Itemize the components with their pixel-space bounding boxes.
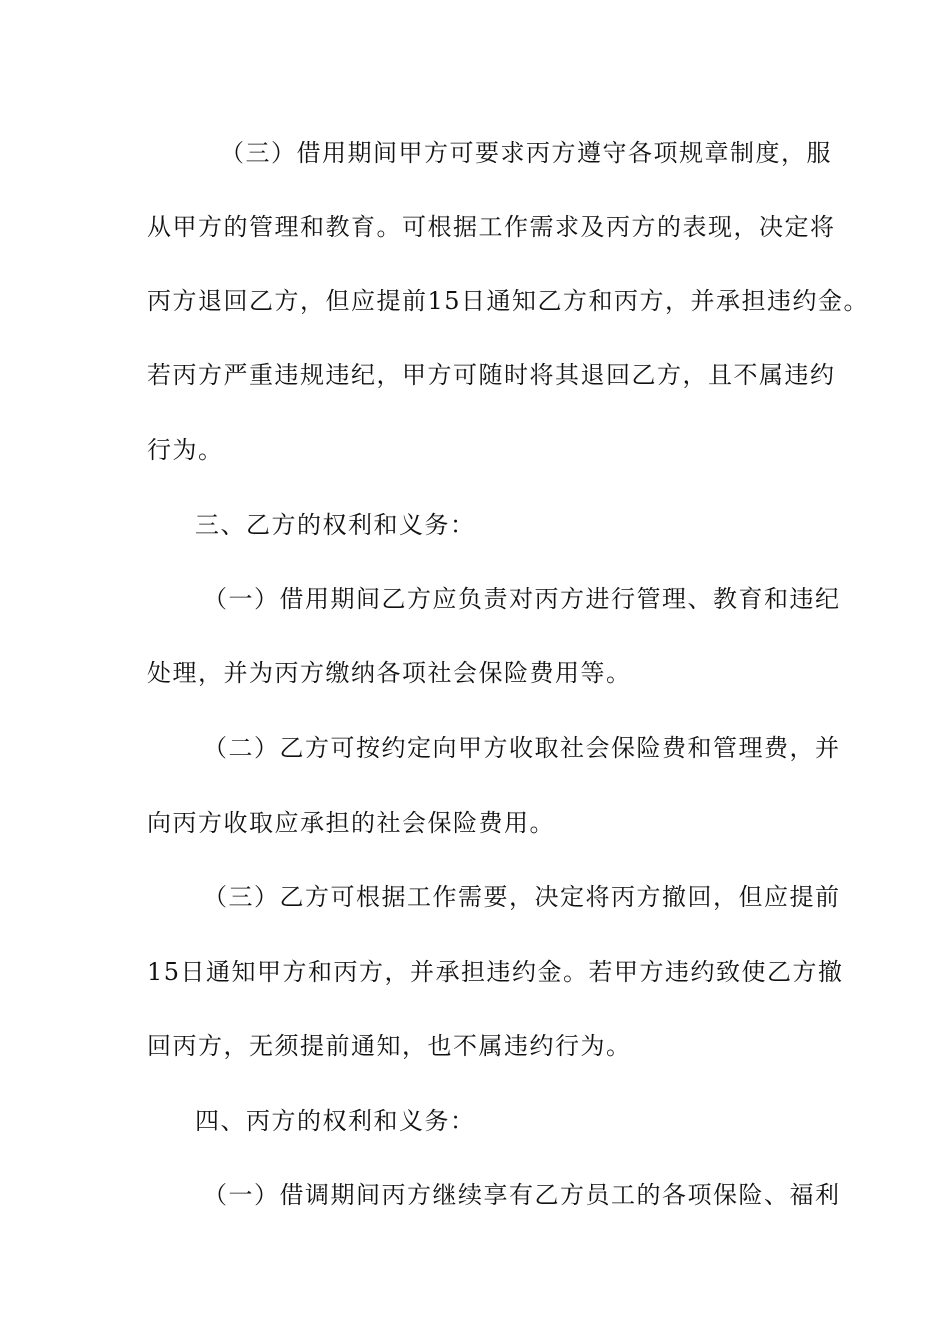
paragraph-line: 回丙方，无须提前通知，也不属违约行为。 — [147, 1032, 632, 1060]
paragraph-line: 处理，并为丙方缴纳各项社会保险费用等。 — [147, 659, 632, 687]
paragraph-line: （二）乙方可按约定向甲方收取社会保险费和管理费，并 — [203, 734, 841, 762]
paragraph-line: （三）乙方可根据工作需要，决定将丙方撤回，但应提前 — [203, 883, 841, 911]
paragraph-line: （三）借用期间甲方可要求丙方遵守各项规章制度，服 — [220, 139, 832, 167]
paragraph-line: 行为。 — [147, 436, 224, 464]
paragraph-line: （一）借调期间丙方继续享有乙方员工的各项保险、福利 — [203, 1181, 841, 1209]
section-heading: 三、乙方的权利和义务： — [195, 511, 476, 539]
paragraph-line: （一）借用期间乙方应负责对丙方进行管理、教育和违纪 — [203, 585, 841, 613]
paragraph-line: 从甲方的管理和教育。可根据工作需求及丙方的表现，决定将 — [147, 213, 836, 241]
paragraph-line: 丙方退回乙方，但应提前15日通知乙方和丙方，并承担违约金。 — [147, 287, 870, 315]
paragraph-line: 向丙方收取应承担的社会保险费用。 — [147, 809, 555, 837]
section-heading: 四、丙方的权利和义务： — [195, 1107, 476, 1135]
paragraph-line: 15日通知甲方和丙方，并承担违约金。若甲方违约致使乙方撤 — [147, 958, 844, 986]
paragraph-line: 若丙方严重违规违纪，甲方可随时将其退回乙方，且不属违约 — [147, 361, 836, 389]
